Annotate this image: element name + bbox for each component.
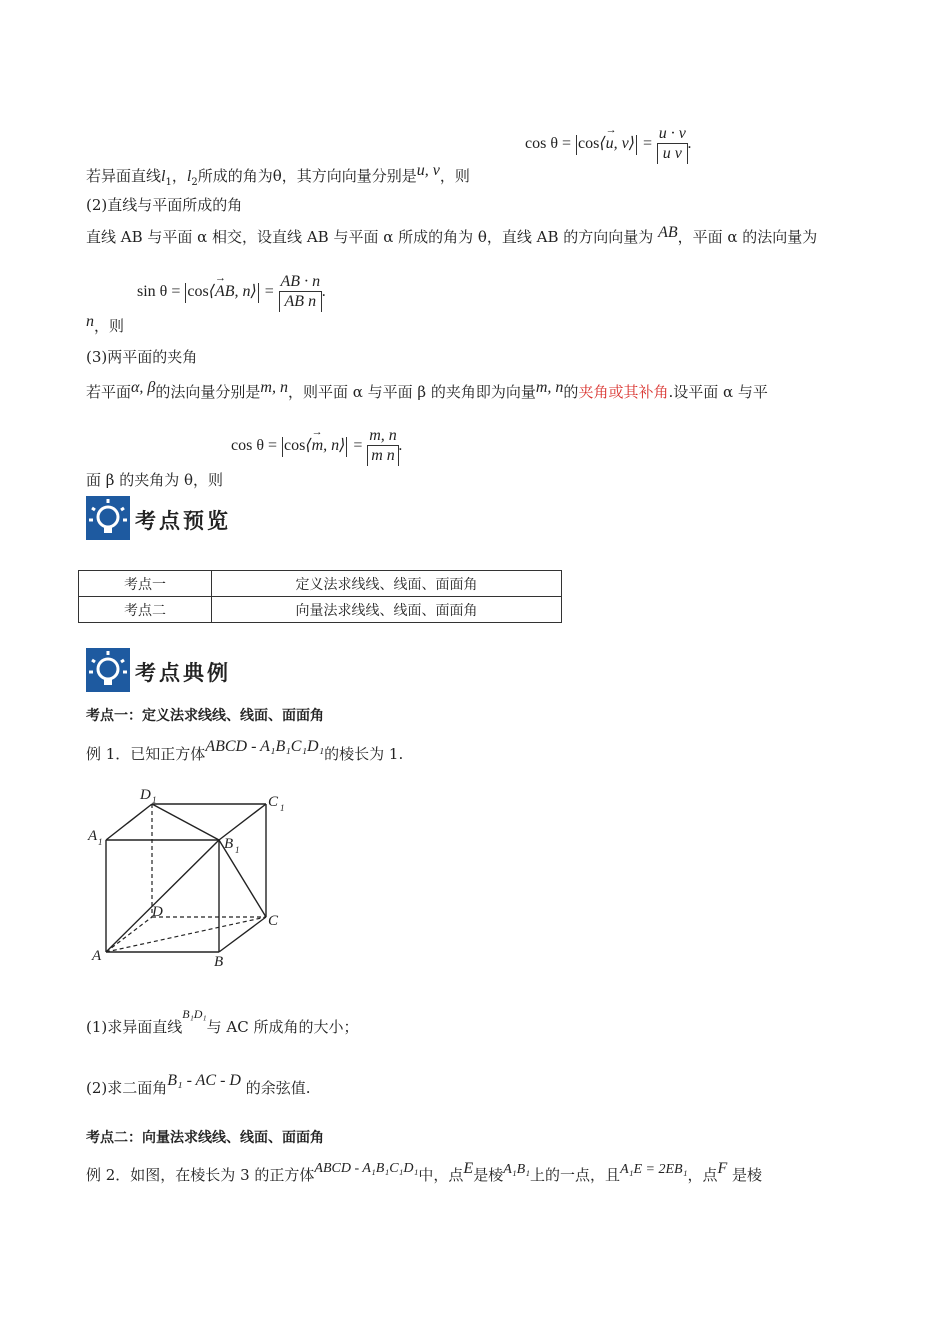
- l2-symbol: l: [186, 168, 192, 185]
- example1-text: [86, 738, 404, 764]
- table-cell-label: 考点二: [79, 597, 212, 623]
- formula-lhs: cos θ =: [525, 135, 572, 153]
- text: 若异面直线: [86, 167, 162, 185]
- text-line-skew: [86, 162, 470, 188]
- text: 若平面: [86, 383, 132, 401]
- text: ，平面 α 的法向量为: [677, 228, 818, 246]
- label-D: D: [152, 904, 163, 920]
- vec-uv: → u, v: [606, 135, 629, 153]
- text: 的法向量分别是: [155, 383, 261, 401]
- table-row: [79, 571, 562, 597]
- equation: A₁E = 2EB₁: [620, 1162, 688, 1177]
- text: ，则: [439, 167, 470, 185]
- text: 的: [563, 383, 579, 401]
- line-name: B₁D₁: [182, 1007, 207, 1021]
- text: (1)求异面直线: [86, 1018, 183, 1036]
- text: 所成的角为θ，其方向向量分别是: [197, 167, 417, 185]
- cos-text: cos: [187, 283, 209, 301]
- example2-text: [86, 1160, 763, 1185]
- bulb-icon: [86, 496, 130, 540]
- table-cell-desc: 定义法求线线、线面、面面角: [212, 571, 562, 597]
- mn-vectors: m, n: [535, 379, 564, 396]
- text-n-then: [86, 315, 124, 336]
- text: 例 2．如图，在棱长为 3 的正方体: [86, 1166, 315, 1184]
- point-E: E: [463, 1160, 474, 1177]
- text: ，点: [687, 1166, 718, 1184]
- text: 的余弦值.: [245, 1079, 311, 1097]
- text-plane-angle: 面 β 的夹角为 θ，则: [86, 471, 224, 489]
- uv-vectors: u, v: [416, 162, 440, 179]
- label-A: A: [92, 948, 102, 964]
- section-heading-examples: 考点典例: [135, 660, 231, 685]
- period: .: [687, 135, 692, 153]
- sub: 1: [280, 803, 285, 813]
- cos-text: cos: [284, 437, 306, 455]
- bulb-icon: [86, 648, 130, 692]
- text: 是棱: [732, 1166, 763, 1184]
- formula-line-plane: sin θ = cos⟨→ AB, n⟩ = $\frac{AB \cdot n}{\text{AB n}}$ .: [137, 273, 326, 312]
- cos-text: cos: [578, 135, 600, 153]
- text: 是棱: [473, 1166, 504, 1184]
- text: ，则: [94, 317, 125, 335]
- text: 上的一点，且: [530, 1166, 621, 1184]
- cube-figure: [86, 782, 296, 972]
- label-B: B: [214, 954, 224, 970]
- frac-den: m n: [367, 446, 399, 466]
- l2-sub: 2: [191, 177, 198, 188]
- ab-vector: AB: [658, 224, 678, 241]
- sub: 1: [152, 795, 157, 805]
- formula-lhs: sin θ =: [137, 283, 181, 301]
- label-B1: B: [224, 836, 234, 852]
- l1-symbol: l: [161, 168, 166, 185]
- sub: 1: [98, 837, 103, 847]
- angle-name: B₁ - AC - D: [167, 1072, 241, 1089]
- kp1-title: 考点一：定义法求线线、线面、面面角: [86, 708, 324, 724]
- frac-num: m, n: [369, 427, 397, 444]
- label-A1: A: [88, 828, 98, 844]
- section-heading-preview: 考点预览: [135, 508, 231, 533]
- vec-mn: → m, n: [312, 437, 340, 455]
- text: 直线 AB 与平面 α 相交，设直线 AB 与平面 α 所成的角为 θ，直线 AB 的方向向量为: [86, 228, 654, 246]
- text: 例 1．已知正方体: [86, 745, 206, 763]
- cube-name: ABCD - A₁B₁C₁D₁: [205, 738, 325, 755]
- sep: ，: [171, 167, 187, 185]
- frac-den: AB n: [279, 292, 323, 312]
- question-2: [86, 1072, 311, 1098]
- text: 的棱长为 1.: [324, 745, 404, 763]
- text: .设平面 α 与平: [668, 383, 768, 401]
- table-row: [79, 597, 562, 623]
- mn-vectors: m, n: [260, 379, 288, 396]
- frac-num: u · v: [658, 125, 686, 142]
- label-C1: C: [268, 794, 279, 810]
- heading-two-planes: (3)两平面的夹角: [86, 348, 198, 366]
- formula-lhs: cos θ =: [231, 437, 278, 455]
- period: .: [322, 283, 327, 301]
- table-cell-desc: 向量法求线线、线面、面面角: [212, 597, 562, 623]
- label-C: C: [268, 913, 279, 929]
- text: 与 AC 所成角的大小；: [206, 1018, 359, 1036]
- heading-line-plane: (2)直线与平面所成的角: [86, 196, 243, 214]
- table-cell-label: 考点一: [79, 571, 212, 597]
- frac-num: AB · n: [280, 273, 321, 290]
- vec-abn: → AB, n: [215, 283, 251, 301]
- question-1: [86, 1007, 359, 1037]
- preview-table: [78, 570, 562, 623]
- formula-two-planes: cos θ = cos⟨→ m, n⟩ = $\frac{m, n}{\text{m n}}$ .: [231, 427, 403, 466]
- text: 中，点: [418, 1166, 464, 1184]
- formula-skew-lines: cos θ = cos⟨→ u, v⟩ = $\frac{u \cdot v}{\text{u v}}$ .: [525, 125, 692, 164]
- text: ，则平面 α 与平面 β 的夹角即为向量: [287, 383, 536, 401]
- edge-A1B1: A₁B₁: [503, 1162, 531, 1177]
- period: .: [398, 437, 403, 455]
- alpha-beta: α, β: [131, 379, 156, 396]
- text-line-plane: [86, 226, 817, 247]
- label-D1: D: [140, 787, 151, 803]
- n-vector: n: [86, 313, 94, 330]
- cube-name: ABCD - A₁B₁C₁D₁: [314, 1161, 419, 1176]
- text: (2)求二面角: [86, 1079, 168, 1097]
- kp2-title: 考点二：向量法求线线、线面、面面角: [86, 1130, 324, 1146]
- text-two-planes: [86, 381, 768, 402]
- frac-den: u v: [657, 144, 688, 164]
- l1-sub: 1: [165, 177, 172, 188]
- sub: 1: [235, 845, 240, 855]
- highlight-text: 夹角或其补角: [578, 383, 669, 401]
- point-F: F: [717, 1160, 728, 1177]
